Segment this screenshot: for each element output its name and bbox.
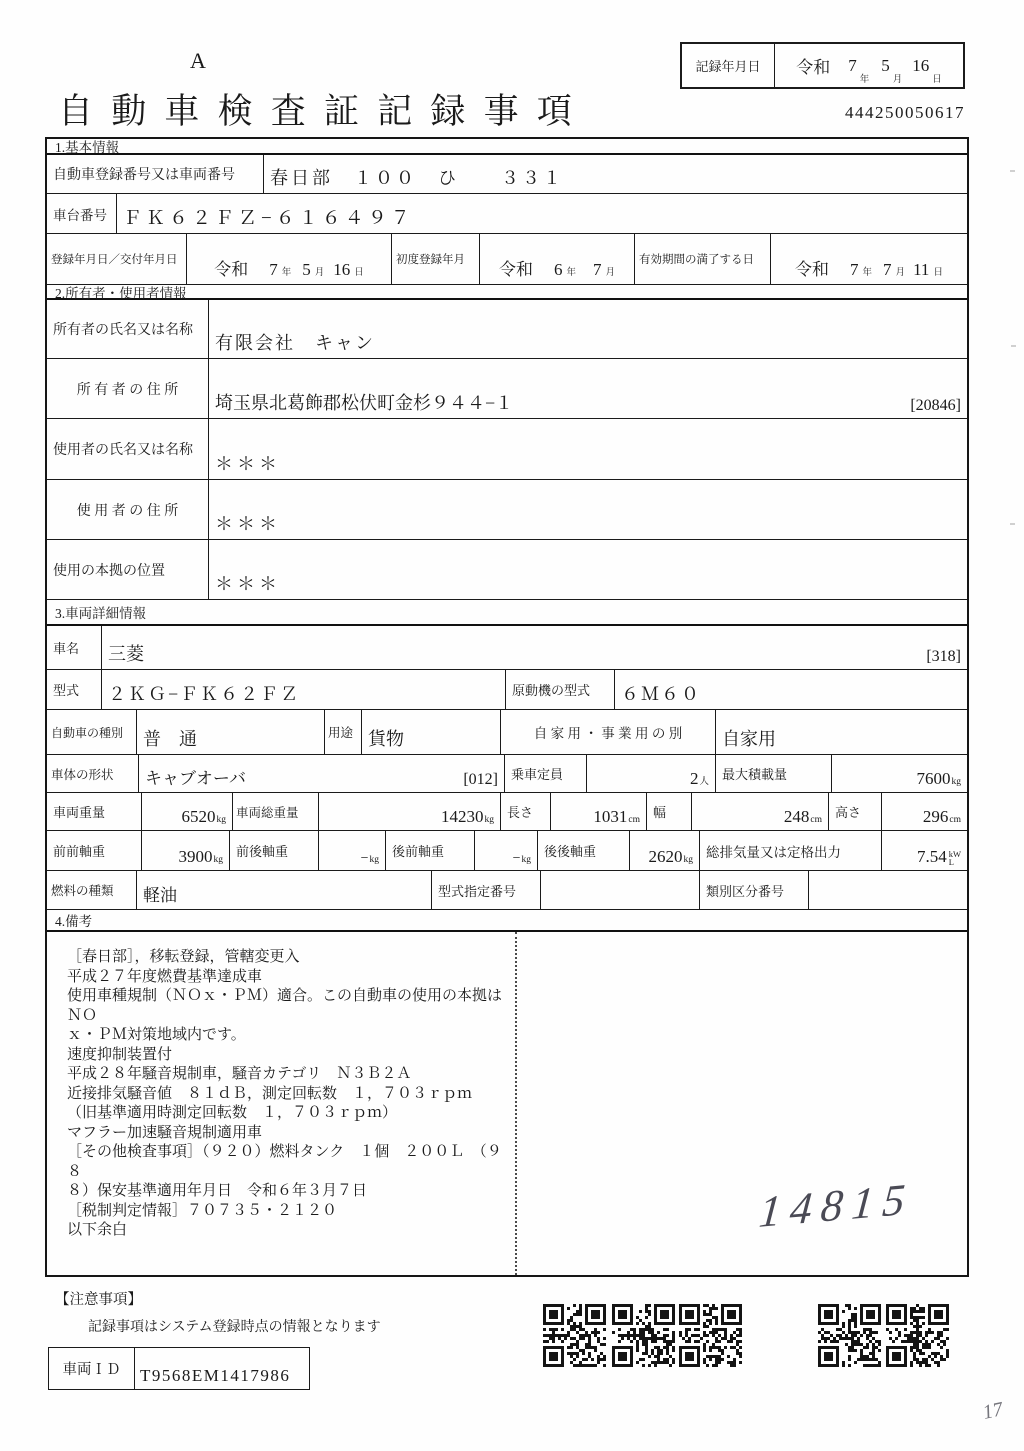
axle-fr-value [319,831,386,870]
body-shape-row [47,755,967,793]
scan-artifact [1011,345,1016,347]
type-approval-value [541,871,700,909]
reg-date-era: 令和 [214,260,249,279]
axle-rf-number: − [512,851,521,866]
weight-label: 車両重量 [47,793,142,830]
axle-rf-label: 後前軸重 [386,831,475,870]
remarks-line: マフラー加速騒音規制適用車 [67,1124,263,1141]
remarks-line: 使用車種規制（ＮＯｘ・ＰＭ）適合。この自動車の使用の本拠はＮＯ [67,988,503,1024]
year-unit: 年 [281,268,292,278]
dates-row [47,234,967,285]
vehicle-name-row [47,626,967,670]
remarks-text [67,948,511,1241]
month-unit: 月 [895,268,906,278]
width-label: 幅 [647,793,692,830]
record-date-year: 7 [848,55,857,75]
capacity-label: 乗車定員 [505,755,587,792]
user-name-value: ＊＊＊ [215,454,281,474]
axle-rr-number: 2620 [648,847,683,866]
chassis-value: ＦＫ６２ＦＺ−６１６４９７ [123,208,414,229]
displacement-number: 7.54 [916,847,947,866]
user-name-row [47,419,967,480]
height-number: 296 [922,807,949,826]
chassis-row [47,194,967,234]
body-shape-code: [012] [463,771,498,788]
remarks-line: 近接排気騒音値 ８１ｄＢ，測定回転数 １，７０３ｒｐｍ [67,1085,473,1102]
remarks-line: 平成２７年度燃費基準達成車 [67,968,263,985]
expiry-month: 7 [883,260,892,279]
kw-liter-unit [949,850,961,867]
base-location-value: ＊＊＊ [215,574,281,594]
weight-number: 6520 [181,807,216,826]
private-business-label: 自 家 用 ・ 事 業 用 の 別 [501,710,716,754]
owner-address-row [47,359,967,419]
user-name-label: 使用者の氏名又は名称 [47,419,209,479]
qr-code [886,1304,949,1367]
displacement-label: 総排気量又は定格出力 [700,831,882,870]
vehicle-name-value [102,626,967,669]
height-label: 高さ [829,793,882,830]
remarks-line: ［その他検査事項］（９２０）燃料タンク １個 ２００Ｌ （９８ [67,1144,502,1180]
kg-unit: kg [951,777,961,787]
reg-date-month: 5 [302,260,311,279]
owner-name-label: 所有者の氏名又は名称 [47,300,209,358]
vehicle-name-label: 車名 [47,626,102,669]
axle-ff-number: 3900 [178,847,213,866]
record-date-value [775,44,963,87]
section-basic-header: 1.基本情報 [47,139,967,155]
kg-unit: kg [369,855,379,865]
expiry-year: 7 [850,260,859,279]
private-business-value: 自家用 [722,729,776,749]
year-unit: 年 [862,268,873,278]
length-number: 1031 [593,807,628,826]
qr-code [543,1304,606,1367]
kg-unit: kg [213,855,223,865]
notice-text: 記録事項はシステム登録時点の情報となります [88,1320,381,1335]
class-code-label: 類別区分番号 [700,871,809,909]
kg-unit: kg [216,815,226,825]
owner-name-value: 有限会社 キャン [215,333,375,353]
first-reg-value [480,234,635,284]
page-number-pencil: 17 [980,1398,1005,1424]
first-reg-label: 初度登録年月 [392,234,480,284]
first-reg-era: 令和 [498,260,533,279]
record-date-day: 16 [912,55,930,75]
category-row [47,710,967,755]
reg-date-value [187,234,392,284]
kg-unit: kg [484,815,494,825]
user-address-row [47,480,967,540]
fuel-value: 軽油 [137,871,432,909]
month-unit: 月 [605,268,616,278]
record-date-era: 令和 [796,58,831,77]
first-reg-year: 6 [553,260,563,279]
qr-code [679,1304,742,1367]
owner-address-label: 所 有 者 の 住 所 [47,359,209,418]
cm-unit: cm [949,815,961,825]
user-address-label: 使 用 者 の 住 所 [47,480,209,539]
length-value [551,793,647,830]
fuel-label: 燃料の種類 [47,871,137,909]
day-unit: 日 [933,268,943,278]
reg-date-label: 登録年月日／交付年月日 [47,234,187,284]
cm-unit: cm [628,815,640,825]
remarks-line: 以下余白 [67,1222,128,1238]
weight-value [142,793,233,830]
axle-row [47,831,967,871]
owner-address-code: [20846] [910,397,961,414]
gross-weight-label: 車両総重量 [233,793,319,830]
base-location-row [47,540,967,600]
reg-number-label: 自動車登録番号又は車両番号 [47,155,264,193]
vehicle-name-text: 三菱 [108,644,144,664]
axle-ff-label: 前前軸重 [47,831,142,870]
model-value: ２ＫＧ−ＦＫ６２ＦＺ [102,670,506,709]
model-label: 型式 [47,670,102,709]
fuel-row [47,871,967,910]
category-label: 自動車の種別 [47,710,137,754]
class-code-value [809,871,967,909]
remarks-line: ｘ・ＰＭ対策地域内です。 [67,1027,246,1043]
page-title: 自動車検査証記録事項 [58,92,591,131]
user-address-value: ＊＊＊ [215,514,281,534]
expiry-day: 11 [913,260,930,279]
qr-code [612,1304,675,1367]
owner-name-row [47,300,967,359]
cm-unit: cm [810,815,822,825]
corner-mark: A [190,48,206,73]
gross-weight-number: 14230 [441,807,484,826]
day-unit: 日 [354,268,364,278]
scan-artifact [1010,523,1015,525]
scan-artifact [1010,170,1015,172]
expiry-label: 有効期間の満了する日 [635,234,771,284]
axle-fr-number: − [360,851,369,866]
axle-fr-label: 前後軸重 [230,831,319,870]
handwritten-number: 14815 [757,1173,916,1238]
use-value: 貨物 [362,710,501,754]
height-value [882,793,967,830]
owner-address-value [209,359,967,418]
year-unit: 年 [859,75,870,85]
reg-date-year: 7 [269,260,278,279]
use-label: 用途 [325,710,362,754]
max-load-number: 7600 [916,769,951,788]
weight-row [47,793,967,831]
kg-unit: kg [521,855,531,865]
body-shape-value [139,755,505,792]
notice-title: 【注意事項】 [55,1292,142,1308]
certificate-table [45,137,969,1277]
gross-weight-value [319,793,501,830]
length-label: 長さ [501,793,551,830]
month-unit: 月 [314,268,325,278]
type-approval-label: 型式指定番号 [432,871,541,909]
body-shape-label: 車体の形状 [47,755,139,792]
remarks-line: ８）保安基準適用年月日 令和６年３月７日 [67,1183,368,1199]
body-shape-text: キャブオーバ [145,769,246,788]
section-vehicle-header: 3.車両詳細情報 [47,600,967,626]
remarks-divider [515,932,517,1275]
remarks-line: 速度抑制装置付 [67,1046,173,1063]
document-number: 444250050617 [845,103,965,122]
person-unit: 人 [699,777,709,787]
kw-unit: kW [948,849,961,859]
expiry-era: 令和 [795,260,830,279]
remarks-box [47,932,967,1275]
reg-date-day: 16 [333,260,351,279]
capacity-value [587,755,716,792]
model-row [47,670,967,710]
liter-unit: L [948,857,954,867]
reg-number-value: 春日部 １００ ひ ３３１ [270,168,564,188]
capacity-number: 2 [689,769,699,788]
axle-ff-value [142,831,230,870]
chassis-label: 車台番号 [47,194,117,233]
displacement-value [882,831,967,870]
remarks-line: ［税制判定情報］７０７３５・２１２０ [67,1202,338,1219]
engine-value: ６Ｍ６０ [621,684,701,704]
qr-code [818,1304,881,1367]
day-unit: 日 [932,75,942,85]
kg-unit: kg [683,855,693,865]
owner-address-text: 埼玉県北葛飾郡松伏町金杉９４４−１ [215,393,514,413]
remarks-line: （旧基準適用時測定回転数 １，７０３ｒｐｍ） [67,1105,398,1121]
width-number: 248 [783,807,810,826]
width-value [692,793,829,830]
remarks-line: ［春日部］，移転登録，管轄変更入 [67,949,300,965]
category-value: 普 通 [137,710,325,754]
year-unit: 年 [566,268,576,278]
remarks-line: 平成２８年騒音規制車，騒音カテゴリ Ｎ３Ｂ２Ａ [67,1066,412,1082]
section-owner-header: 2.所有者・使用者情報 [47,285,967,300]
month-unit: 月 [892,75,903,85]
axle-rr-value [630,831,700,870]
first-reg-month: 7 [593,260,602,279]
max-load-value [832,755,967,792]
record-date-box [680,42,965,89]
engine-label: 原動機の型式 [506,670,615,709]
expiry-value [771,234,967,284]
record-date-label: 記録年月日 [682,44,775,87]
vehicle-id-label: 車両ＩＤ [49,1348,135,1389]
vehicle-name-code: [318] [926,648,961,665]
axle-rf-value [475,831,538,870]
axle-rr-label: 後後軸重 [538,831,630,870]
base-location-label: 使用の本拠の位置 [47,540,209,599]
vehicle-id-value: T9568EM1417986 [140,1366,291,1385]
section-remarks-header: 4.備考 [47,910,967,932]
record-date-month: 5 [881,55,890,75]
reg-number-row [47,155,967,194]
vehicle-id-box [48,1347,310,1390]
max-load-label: 最大積載量 [716,755,832,792]
